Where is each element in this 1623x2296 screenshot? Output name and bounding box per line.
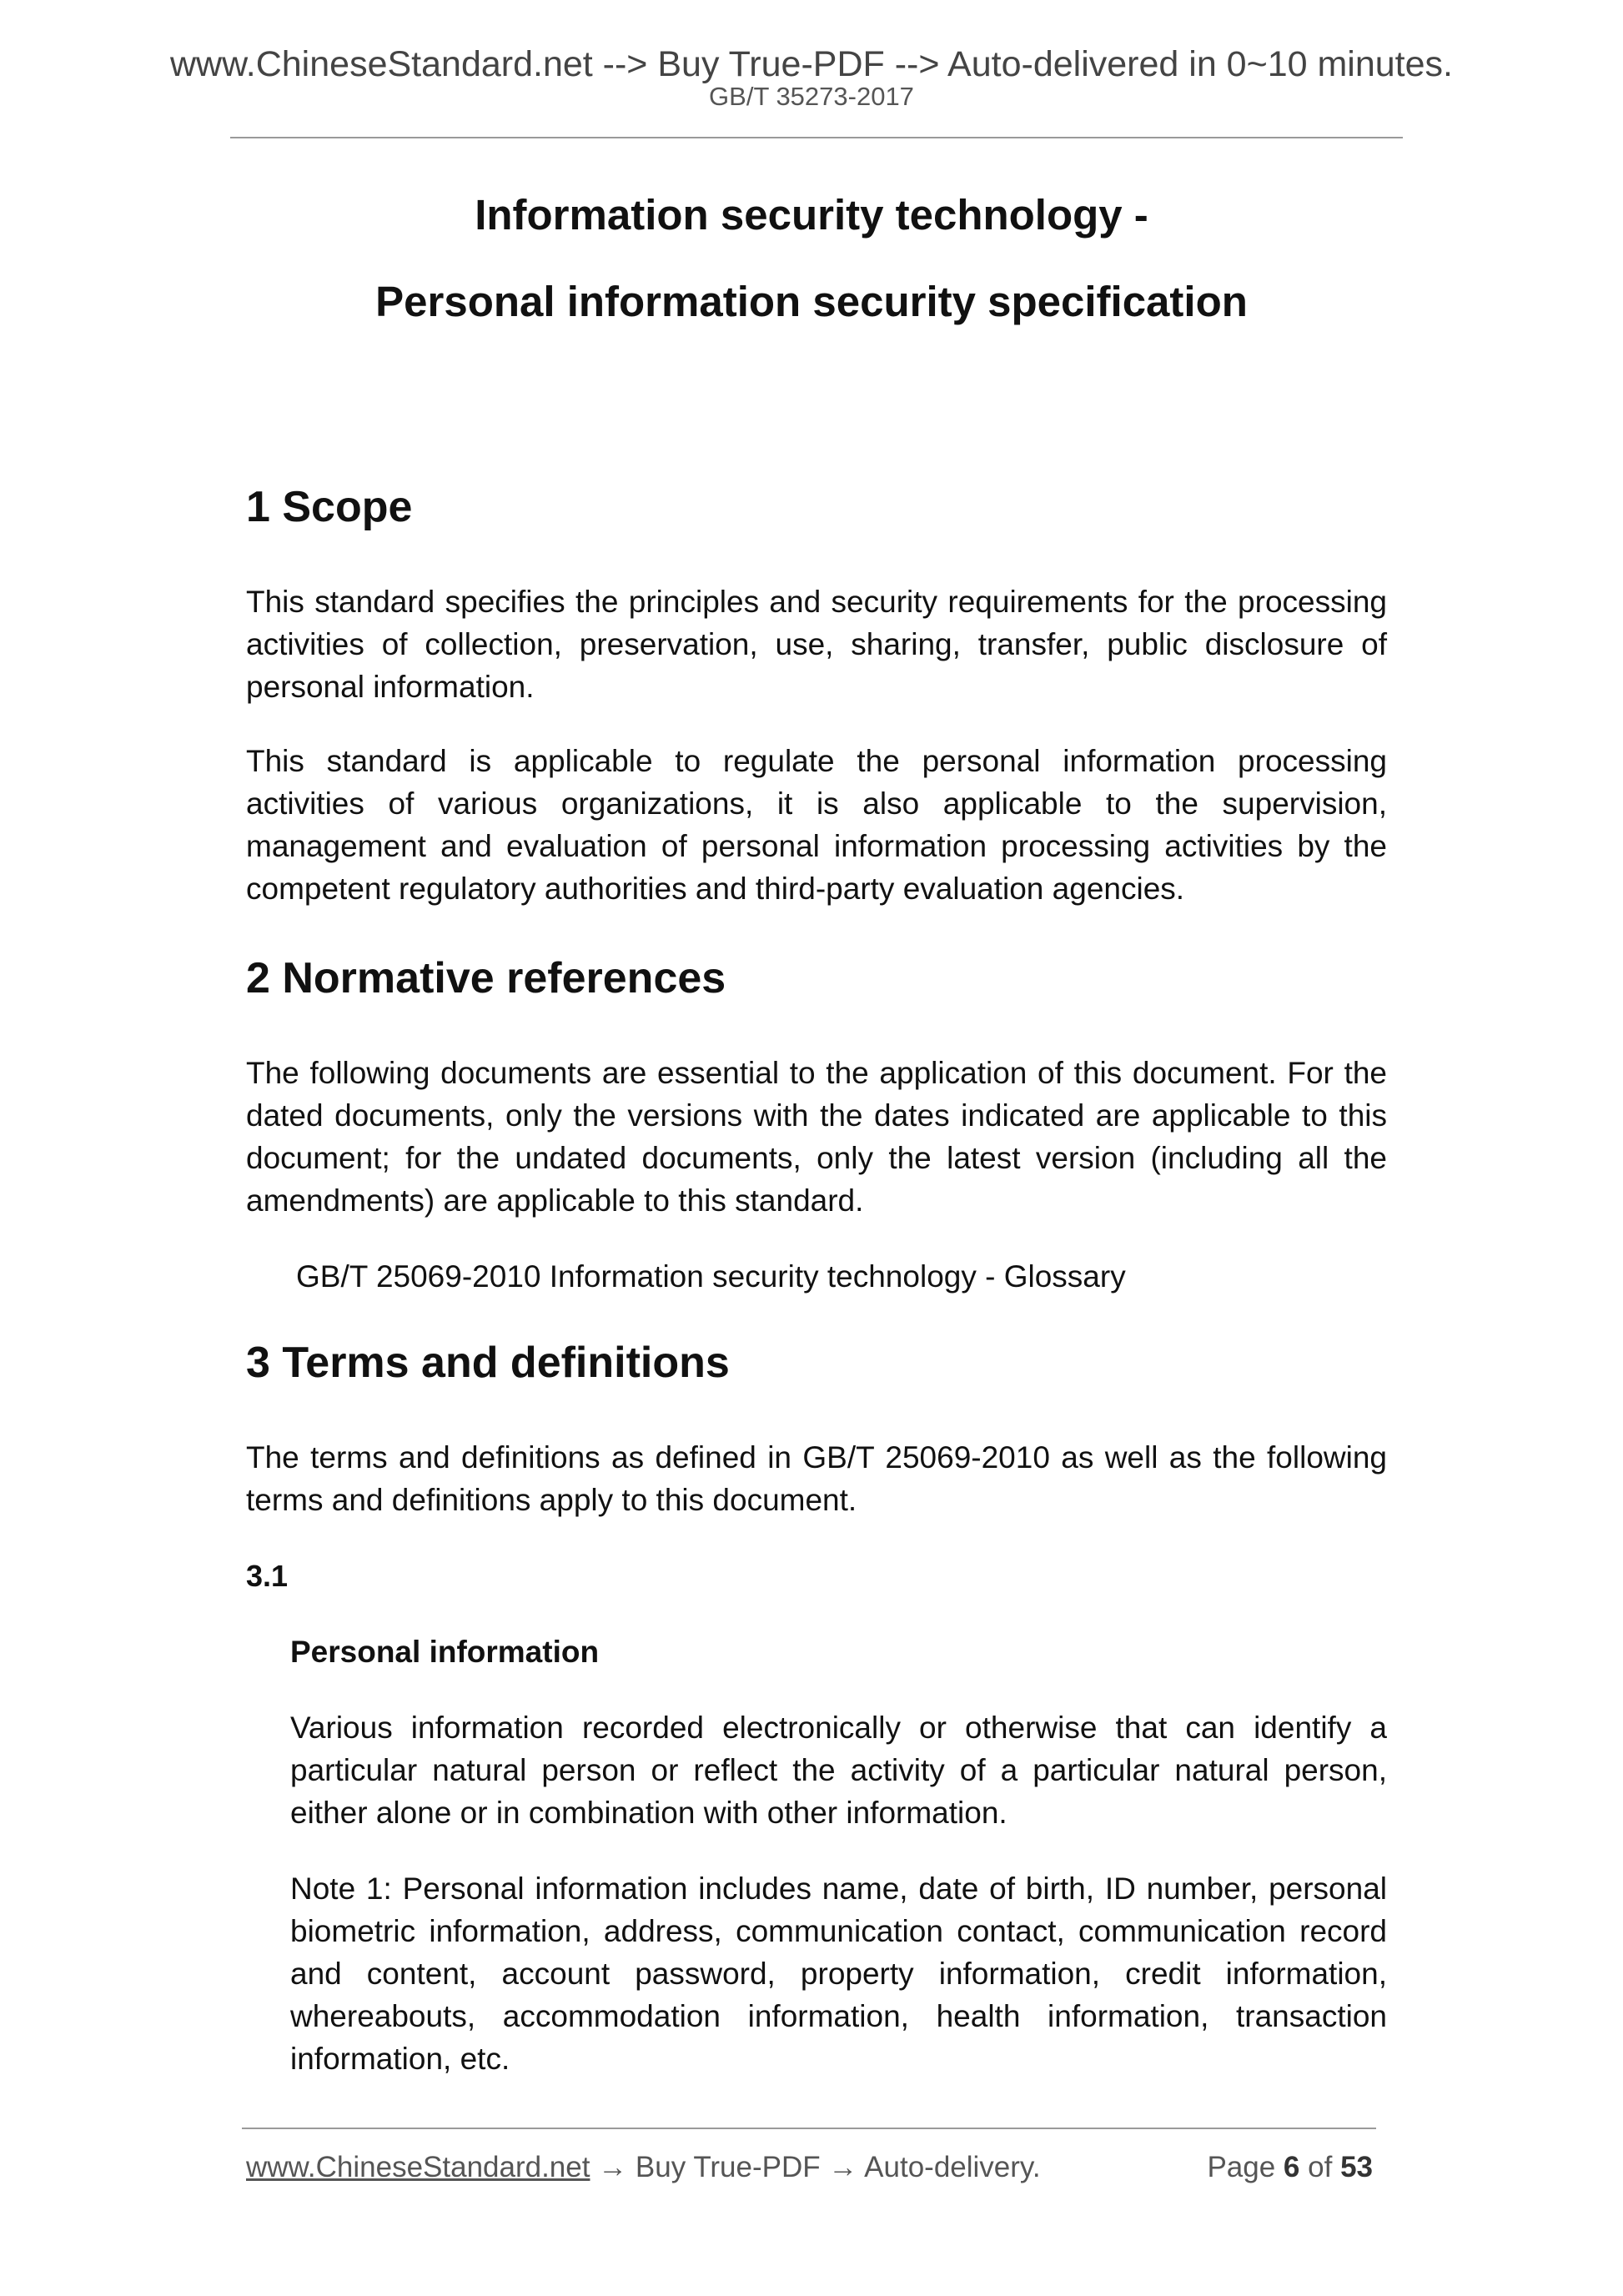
footer-website-link[interactable]: www.ChineseStandard.net <box>246 2151 590 2183</box>
page-footer <box>246 2147 1380 2188</box>
of-label: of <box>1308 2151 1333 2183</box>
title-line-1: Information security technology - <box>475 191 1148 239</box>
term-entry <box>246 1630 1387 2080</box>
title-line-2: Personal information security specification <box>375 278 1248 325</box>
footer-tagline: → Buy True-PDF → Auto-delivery. <box>590 2151 1041 2183</box>
reference-item: GB/T 25069-2010 Information security technology - Glossary <box>296 1259 1126 1294</box>
normative-references-paragraph: The following documents are essential to the application of this document. For the dated documents, only the versions with the dates indicated are applicable to this document; for the undated documents, only the latest version (including all the amendments) are applicable to this standard. <box>246 1056 1387 1218</box>
footer-left <box>246 2147 1041 2188</box>
section-heading-scope: 1 Scope <box>246 483 413 531</box>
terms-paragraph: The terms and definitions as defined in GB/T 25069-2010 as well as the following terms and definitions apply to this document. <box>246 1440 1387 1517</box>
footer-divider <box>242 2128 1376 2129</box>
page-header <box>0 43 1623 112</box>
term-definition: Various information recorded electronically or otherwise that can identify a particular natural person or reflect the activity of a particular natural person, either alone or in combination with other information. <box>290 1711 1387 1830</box>
standard-code: GB/T 35273-2017 <box>709 82 914 111</box>
total-pages: 53 <box>1340 2151 1373 2183</box>
header-divider <box>230 137 1403 138</box>
page-counter <box>1207 2147 1373 2188</box>
header-banner: www.ChineseStandard.net --> Buy True-PDF --> Auto-delivered in 0~10 minutes. <box>169 44 1453 84</box>
document-title <box>0 190 1623 327</box>
page-label: Page <box>1207 2151 1276 2183</box>
term-note: Note 1: Personal information includes name, date of birth, ID number, personal biometric information, address, communication contact, communication record and content, account password, property information, credit information, whereabouts, accommodation information, health information, transaction information, etc. <box>290 1871 1387 2076</box>
document-body <box>246 475 1387 2080</box>
scope-paragraph-1: This standard specifies the principles and security requirements for the processing activities of collection, preservation, use, sharing, transfer, public disclosure of personal information. <box>246 585 1387 704</box>
section-heading-normative-references: 2 Normative references <box>246 954 726 1002</box>
page-number: 6 <box>1283 2151 1300 2183</box>
section-heading-terms-definitions: 3 Terms and definitions <box>246 1339 730 1387</box>
term-name: Personal information <box>290 1635 600 1669</box>
scope-paragraph-2: This standard is applicable to regulate the personal information processing activities of various organizations, it is also applicable to the supervision, management and evaluation of personal information processing activities by the competent regulatory authorities and third-party evaluation agencies. <box>246 744 1387 906</box>
clause-number: 3.1 <box>246 1559 289 1593</box>
